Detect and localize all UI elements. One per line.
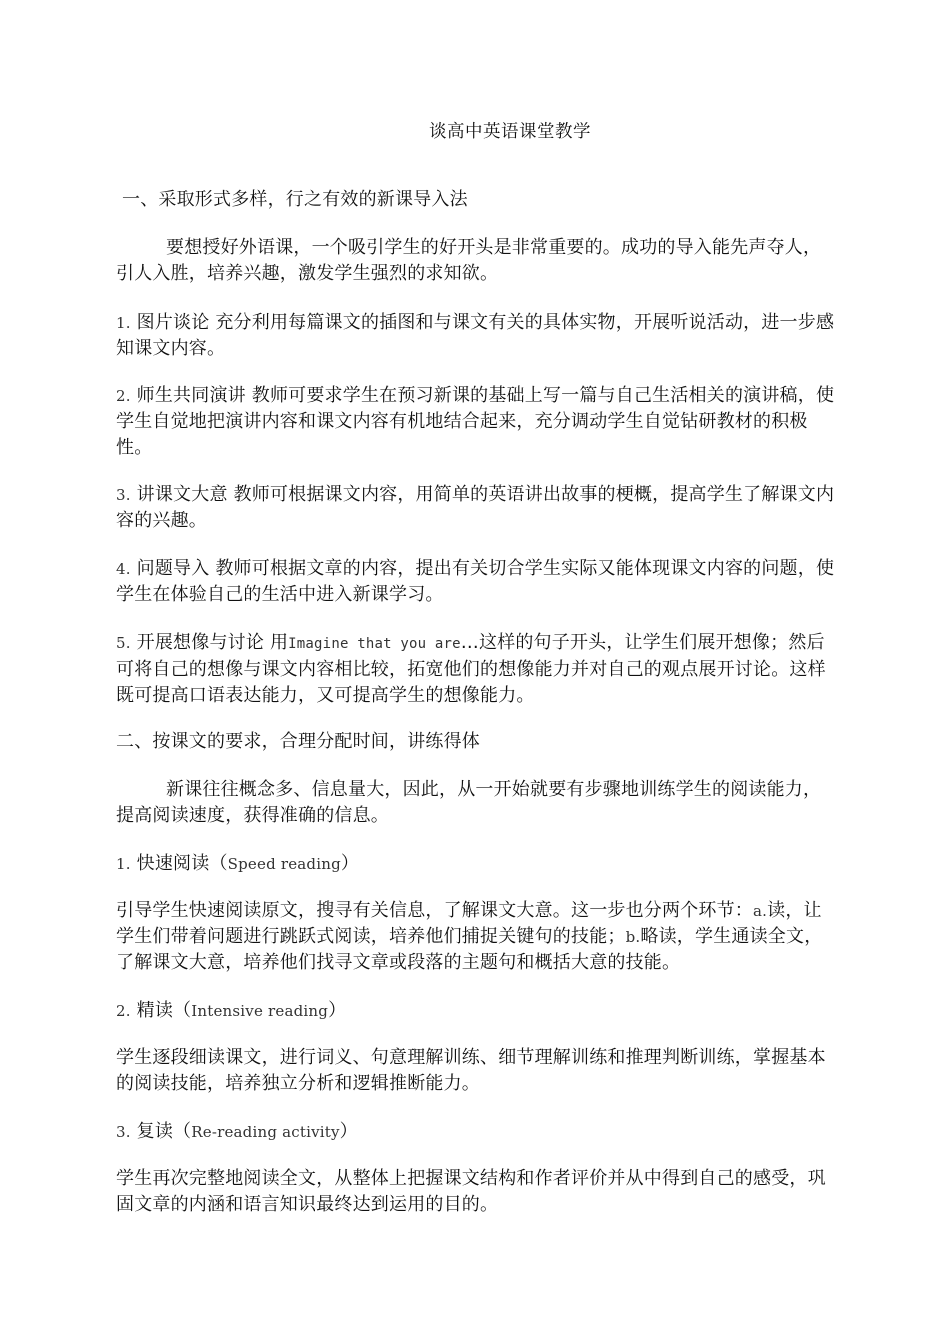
item-text: 讲课文大意 教师可根据课文内容，用简单的英语讲出故事的梗概，提高学生了解课文内容的兴趣。	[116, 484, 835, 531]
item-text: 问题导入 教师可根据文章的内容，提出有关切合学生实际又能体现课文内容的问题，使学生在体验自己的生活中进入新课学习。	[116, 558, 835, 605]
subsection-number: 1.	[116, 855, 131, 873]
item-number: 3.	[116, 486, 131, 504]
item-number: 4.	[116, 560, 131, 578]
subsection-close: ）	[328, 1000, 347, 1021]
subsection-close: ）	[339, 1121, 358, 1142]
subsection-2-heading	[116, 998, 836, 1024]
subsection-label: 快速阅读（	[130, 853, 228, 874]
item-number: 2.	[116, 387, 131, 405]
document-title: 谈高中英语课堂教学	[429, 122, 591, 142]
subsection-label: 复读（	[130, 1121, 192, 1142]
subsection-3-heading	[116, 1119, 836, 1145]
section-2-heading: 二、按课文的要求，合理分配时间，讲练得体	[116, 731, 480, 752]
subsection-number: 2.	[116, 1002, 131, 1020]
section-2-intro: 新课往往概念多、信息量大，因此，从一开始就要有步骤地训练学生的阅读能力，提高阅读速度，获得准确的信息。	[116, 779, 822, 826]
subsection-3-body: 学生再次完整地阅读全文，从整体上把握课文结构和作者评价并从中得到自己的感受，巩固文章的内涵和语言知识最终达到运用的目的。	[116, 1168, 826, 1215]
section-1-item-3	[116, 482, 836, 534]
subsection-number: 3.	[116, 1123, 131, 1141]
subsection-label: 精读（	[130, 1000, 192, 1021]
item-number: 1.	[116, 314, 131, 332]
item-text: 图片谈论 充分利用每篇课文的插图和与课文有关的具体实物，开展听说活动，进一步感知课文内容。	[116, 312, 835, 359]
english-phrase: Imagine that you are	[288, 636, 461, 652]
subsection-close: ）	[340, 853, 360, 874]
section-1-intro: 要想授好外语课，一个吸引学生的好开头是非常重要的。成功的导入能先声夺人，引人入胜，培养兴趣，激发学生强烈的求知欲。	[116, 237, 822, 284]
subsection-english: Intensive reading	[191, 1002, 329, 1020]
section-1-item-1	[116, 310, 836, 362]
marker-b: b.	[625, 928, 641, 946]
section-1-item-5	[116, 630, 836, 709]
item-text-post: …这样的句子开头，让学生们展开想像；然后可将自己的想像与课文内容相比较，拓宽他们的想像能力并对自己的观点展开讨论。这样既可提高口语表达能力，又可提高学生的想像能力。	[116, 632, 826, 706]
item-text-pre: 开展想像与讨论 用	[130, 632, 289, 653]
section-1-item-4	[116, 556, 836, 608]
subsection-english: Speed reading	[227, 855, 341, 873]
body-part-c: 略读，学生通读全文，了解课文大意，培养他们找寻文章或段落的主题句和概括大意的技能。	[116, 926, 823, 973]
section-1-item-2	[116, 383, 836, 461]
body-part-b: 读，让学生们带着问题进行跳跃式阅读，培养他们捕捉关键句的技能；	[116, 900, 822, 947]
subsection-1-body	[116, 898, 836, 976]
subsection-1-heading	[116, 851, 836, 877]
body-part-a: 引导学生快速阅读原文，搜寻有关信息，了解课文大意。这一步也分两个环节：	[116, 900, 753, 921]
marker-a: a.	[753, 902, 768, 920]
section-1-heading: 一、采取形式多样，行之有效的新课导入法	[122, 189, 468, 210]
subsection-2-body: 学生逐段细读课文，进行词义、句意理解训练、细节理解训练和推理判断训练，掌握基本的阅读技能，培养独立分析和逻辑推断能力。	[116, 1047, 826, 1094]
item-text: 师生共同演讲 教师可要求学生在预习新课的基础上写一篇与自己生活相关的演讲稿，使学生自觉地把演讲内容和课文内容有机地结合起来，充分调动学生自觉钻研教材的积极性。	[116, 385, 835, 458]
subsection-english: Re-reading activity	[191, 1123, 340, 1141]
item-number: 5.	[116, 634, 131, 652]
